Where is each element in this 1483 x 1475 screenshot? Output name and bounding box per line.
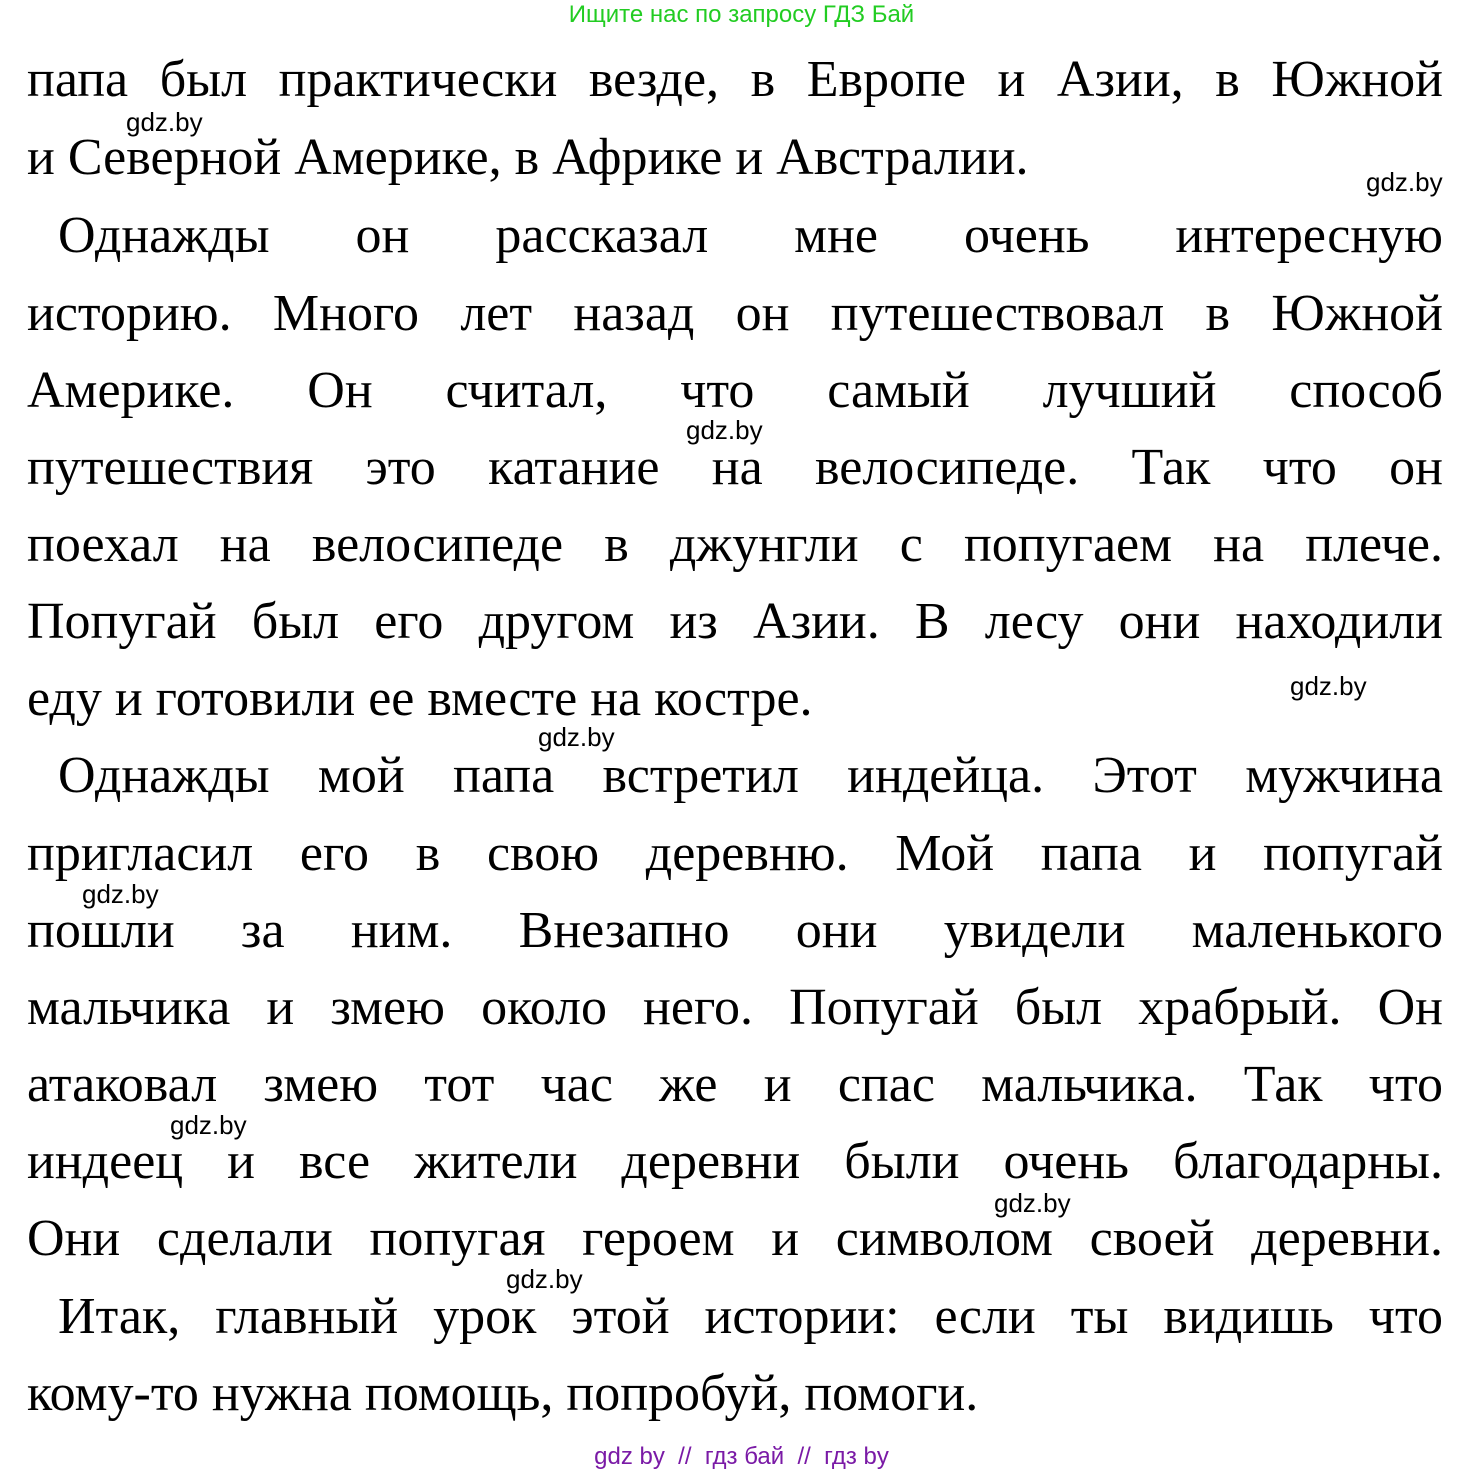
watermark: gdz.by — [538, 722, 615, 752]
text-line: историю. Много лет назад он путешествовал в Южной — [27, 285, 1443, 342]
watermark: gdz.by — [686, 415, 763, 445]
watermark: gdz.by — [1366, 167, 1443, 197]
watermark: gdz.by — [126, 107, 203, 137]
text-line: папа был практически везде, в Европе и Азии, в Южной — [27, 51, 1443, 108]
text-line: атаковал змею тот час же и спас мальчика. Так что — [27, 1056, 1443, 1113]
text-line: кому-то нужна помощь, попробуй, помоги. — [27, 1365, 979, 1422]
site-header-text: Ищите нас по запросу ГДЗ Бай — [568, 1, 915, 28]
text-line: Попугай был его другом из Азии. В лесу они находили — [27, 593, 1443, 650]
text-line: Они сделали попугая героем и символом своей деревни. — [27, 1210, 1443, 1267]
watermark: gdz.by — [82, 879, 159, 909]
text-line: пригласил его в свою деревню. Мой папа и попугай — [27, 825, 1443, 882]
text-line: Итак, главный урок этой истории: если ты видишь что — [58, 1288, 1443, 1345]
text-line: еду и готовили ее вместе на костре. — [27, 670, 813, 727]
text-line: Однажды он рассказал мне очень интересную — [58, 207, 1443, 264]
watermark: gdz.by — [506, 1264, 583, 1294]
text-line: пошли за ним. Внезапно они увидели маленького — [27, 902, 1443, 959]
text-line: и Северной Америке, в Африке и Австралии. — [27, 129, 1029, 186]
text-line: Америке. Он считал, что самый лучший способ — [27, 362, 1443, 419]
text-line: мальчика и змею около него. Попугай был храбрый. Он — [27, 979, 1443, 1036]
watermark: gdz.by — [994, 1188, 1071, 1218]
site-footer-text: gdz by // гдз бай // гдз by — [594, 1443, 889, 1470]
watermark: gdz.by — [170, 1110, 247, 1140]
text-line: поехал на велосипеде в джунгли с попугаем на плече. — [27, 516, 1443, 573]
text-line: Однажды мой папа встретил индейца. Этот мужчина — [58, 747, 1443, 804]
text-line: путешествия это катание на велосипеде. Так что он — [27, 439, 1443, 496]
watermark: gdz.by — [1290, 671, 1367, 701]
text-line: индеец и все жители деревни были очень благодарны. — [27, 1133, 1443, 1190]
